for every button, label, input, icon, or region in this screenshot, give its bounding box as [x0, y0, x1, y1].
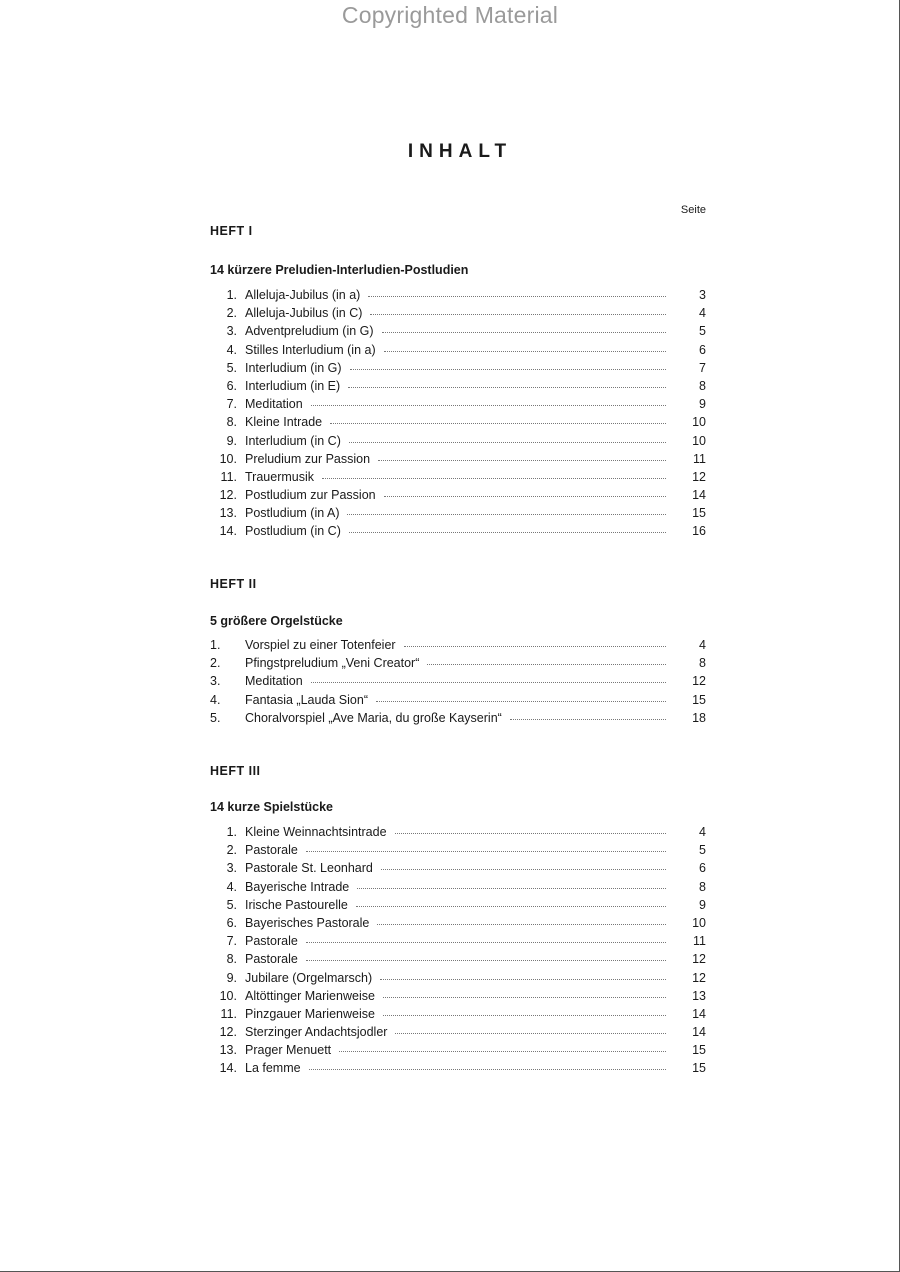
toc-entry-page: 12 — [692, 952, 706, 967]
toc-entry-page: 13 — [692, 988, 706, 1003]
toc-entry-title: Preludium zur Passion — [245, 451, 371, 466]
toc-entry-page: 4 — [699, 825, 706, 839]
toc-entry-page: 8 — [699, 879, 706, 894]
heft-2-heading: HEFT II — [210, 577, 257, 591]
toc-entry — [210, 1043, 706, 1061]
toc-entry-title: Bayerische Intrade — [245, 879, 350, 894]
toc-entry-number: 9. — [226, 433, 237, 448]
toc-entry-page: 10 — [692, 915, 706, 930]
toc-entry — [210, 674, 706, 692]
toc-entry — [210, 1007, 706, 1025]
toc-entry-page: 12 — [692, 674, 706, 689]
toc-entry — [210, 1025, 706, 1043]
heft-1-toc — [210, 288, 706, 543]
toc-entry — [210, 470, 706, 488]
toc-entry-number: 12. — [219, 488, 237, 503]
toc-entry-page: 5 — [699, 324, 706, 339]
toc-entry-number: 11. — [220, 469, 237, 484]
heft-3-subtitle: 14 kurze Spielstücke — [210, 800, 333, 814]
toc-entry-number: 5. — [226, 897, 237, 912]
toc-entry-number: 14. — [219, 524, 237, 539]
toc-entry-number: 4. — [226, 879, 237, 894]
toc-entry-page: 4 — [699, 306, 706, 321]
toc-entry-number: 2. — [210, 656, 221, 671]
toc-entry — [210, 843, 706, 861]
dot-leader — [395, 1032, 666, 1034]
dot-leader — [377, 923, 666, 925]
toc-entry-title: Trauermusik — [245, 469, 314, 484]
toc-entry-title: Pastorale — [245, 934, 298, 949]
toc-entry-number: 10. — [219, 988, 237, 1003]
toc-entry-title: Sterzinger Andachtsjodler — [245, 1025, 388, 1040]
toc-entry-page: 8 — [699, 378, 706, 393]
toc-entry-title: Meditation — [245, 397, 303, 412]
toc-entry-title: Pastorale St. Leonhard — [245, 861, 373, 876]
toc-entry-title: Adventpreludium (in G) — [245, 324, 374, 339]
toc-entry-title: Alleluja-Jubilus (in a) — [245, 288, 361, 302]
toc-entry — [210, 916, 706, 934]
toc-entry-page: 11 — [693, 934, 706, 949]
toc-entry-page: 15 — [692, 692, 706, 707]
dot-leader — [404, 645, 666, 647]
toc-entry-page: 15 — [692, 506, 706, 521]
toc-entry-title: Irische Pastourelle — [245, 897, 348, 912]
toc-entry-page: 9 — [699, 897, 706, 912]
toc-entry — [210, 452, 706, 470]
toc-entry-title: Choralvorspiel „Ave Maria, du große Kayserin“ — [245, 710, 502, 725]
toc-entry-page: 3 — [699, 288, 706, 302]
dot-leader — [383, 1014, 666, 1016]
toc-entry — [210, 306, 706, 324]
toc-entry — [210, 989, 706, 1007]
toc-entry-page: 4 — [699, 638, 706, 652]
toc-entry — [210, 1061, 706, 1079]
heft-3-toc — [210, 825, 706, 1080]
toc-entry-number: 7. — [226, 934, 237, 949]
toc-entry-page: 7 — [699, 360, 706, 375]
toc-entry-title: Stilles Interludium (in a) — [245, 342, 376, 357]
dot-leader — [306, 959, 666, 961]
dot-leader — [350, 368, 666, 370]
toc-entry — [210, 934, 706, 952]
toc-entry-number: 3. — [226, 324, 237, 339]
dot-leader — [427, 663, 666, 665]
toc-entry-number: 2. — [226, 843, 237, 858]
toc-entry-page: 5 — [699, 843, 706, 858]
toc-entry-page: 6 — [699, 861, 706, 876]
toc-entry-title: Pastorale — [245, 843, 298, 858]
toc-entry — [210, 524, 706, 542]
dot-leader — [356, 905, 666, 907]
heft-1-subtitle: 14 kürzere Preludien-Interludien-Postludien — [210, 263, 469, 277]
toc-entry-title: Interludium (in G) — [245, 360, 342, 375]
toc-entry-page: 14 — [692, 1025, 706, 1040]
toc-entry-page: 16 — [692, 524, 706, 539]
dot-leader — [368, 295, 666, 297]
toc-entry-title: Alleluja-Jubilus (in C) — [245, 306, 363, 321]
toc-entry-title: Prager Menuett — [245, 1043, 332, 1058]
toc-entry-page: 14 — [692, 488, 706, 503]
toc-entry-title: Meditation — [245, 674, 303, 689]
toc-entry-number: 8. — [226, 415, 237, 430]
toc-entry-page: 8 — [699, 656, 706, 671]
dot-leader — [322, 477, 666, 479]
toc-entry-number: 8. — [226, 952, 237, 967]
toc-entry-page: 9 — [699, 397, 706, 412]
toc-entry — [210, 506, 706, 524]
toc-entry-title: Jubilare (Orgelmarsch) — [245, 970, 373, 985]
toc-entry-number: 14. — [219, 1061, 237, 1076]
toc-entry — [210, 898, 706, 916]
toc-entry-title: Bayerisches Pastorale — [245, 915, 370, 930]
toc-entry-number: 5. — [210, 710, 221, 725]
dot-leader — [349, 441, 666, 443]
toc-entry-number: 7. — [226, 397, 237, 412]
dot-leader — [309, 1068, 666, 1070]
toc-entry-title: Pfingstpreludium „Veni Creator“ — [245, 656, 420, 671]
dot-leader — [376, 700, 666, 702]
dot-leader — [306, 941, 666, 943]
dot-leader — [306, 850, 666, 852]
toc-entry-title: Altöttinger Marienweise — [245, 988, 375, 1003]
toc-entry — [210, 397, 706, 415]
toc-entry-number: 5. — [226, 360, 237, 375]
toc-entry — [210, 488, 706, 506]
toc-entry-number: 6. — [226, 378, 237, 393]
dot-leader — [311, 404, 666, 406]
toc-entry-page: 18 — [692, 710, 706, 725]
toc-entry-title: Kleine Weinnachtsintrade — [245, 825, 387, 839]
toc-entry-number: 3. — [210, 674, 221, 689]
dot-leader — [339, 1050, 666, 1052]
toc-entry-page: 11 — [693, 451, 706, 466]
toc-entry-number: 13. — [219, 506, 237, 521]
toc-entry-number: 11. — [220, 1006, 237, 1021]
dot-leader — [395, 832, 666, 834]
dot-leader — [381, 868, 666, 870]
dot-leader — [357, 887, 666, 889]
toc-entry-title: Vorspiel zu einer Totenfeier — [245, 638, 396, 652]
toc-entry-title: Postludium (in C) — [245, 524, 341, 539]
toc-entry-number: 3. — [226, 861, 237, 876]
toc-entry-page: 10 — [692, 415, 706, 430]
toc-entry-number: 1. — [226, 288, 237, 302]
toc-entry — [210, 861, 706, 879]
toc-entry-number: 1. — [226, 825, 237, 839]
toc-entry-number: 9. — [226, 970, 237, 985]
heft-2-subtitle: 5 größere Orgelstücke — [210, 614, 343, 628]
toc-entry-page: 14 — [692, 1006, 706, 1021]
heft-3-heading: HEFT III — [210, 764, 261, 778]
toc-entry-number: 13. — [219, 1043, 237, 1058]
toc-entry — [210, 324, 706, 342]
toc-entry — [210, 343, 706, 361]
toc-entry-title: Pastorale — [245, 952, 298, 967]
toc-entry — [210, 379, 706, 397]
toc-entry — [210, 825, 706, 843]
toc-entry-page: 10 — [692, 433, 706, 448]
dot-leader — [510, 718, 666, 720]
dot-leader — [349, 531, 666, 533]
toc-entry — [210, 711, 706, 729]
toc-entry-number: 4. — [210, 692, 221, 707]
toc-entry-page: 15 — [692, 1061, 706, 1076]
toc-entry-title: Pinzgauer Marienweise — [245, 1006, 375, 1021]
toc-entry-page: 6 — [699, 342, 706, 357]
dot-leader — [347, 513, 666, 515]
toc-entry — [210, 693, 706, 711]
toc-entry — [210, 288, 706, 306]
toc-entry-title: Postludium zur Passion — [245, 488, 376, 503]
toc-entry — [210, 638, 706, 656]
toc-entry — [210, 434, 706, 452]
toc-entry — [210, 656, 706, 674]
dot-leader — [383, 996, 666, 998]
toc-entry — [210, 361, 706, 379]
dot-leader — [370, 313, 666, 315]
page-title: INHALT — [407, 141, 513, 162]
heft-2-toc — [210, 638, 706, 729]
toc-entry — [210, 971, 706, 989]
heft-1-heading: HEFT I — [210, 224, 253, 238]
toc-entry-number: 6. — [226, 915, 237, 930]
toc-entry — [210, 415, 706, 433]
toc-entry — [210, 880, 706, 898]
toc-entry-number: 10. — [219, 451, 237, 466]
toc-entry — [210, 952, 706, 970]
dot-leader — [311, 681, 666, 683]
toc-entry-title: Interludium (in E) — [245, 378, 341, 393]
dot-leader — [348, 386, 666, 388]
dot-leader — [384, 350, 666, 352]
toc-entry-title: Kleine Intrade — [245, 415, 323, 430]
toc-entry-page: 12 — [692, 469, 706, 484]
dot-leader — [330, 422, 666, 424]
dot-leader — [378, 459, 666, 461]
watermark-text: Copyrighted Material — [341, 2, 559, 28]
toc-entry-title: Postludium (in A) — [245, 506, 340, 521]
toc-entry-page: 15 — [692, 1043, 706, 1058]
toc-entry-number: 2. — [226, 306, 237, 321]
toc-entry-page: 12 — [692, 970, 706, 985]
dot-leader — [382, 331, 666, 333]
toc-entry-number: 1. — [210, 638, 221, 652]
toc-entry-title: La femme — [245, 1061, 301, 1076]
toc-entry-number: 12. — [219, 1025, 237, 1040]
toc-entry-number: 4. — [226, 342, 237, 357]
page-column-label: Seite — [680, 204, 706, 216]
toc-entry-title: Interludium (in C) — [245, 433, 341, 448]
dot-leader — [380, 978, 666, 980]
dot-leader — [384, 495, 666, 497]
toc-entry-title: Fantasia „Lauda Sion“ — [245, 692, 368, 707]
